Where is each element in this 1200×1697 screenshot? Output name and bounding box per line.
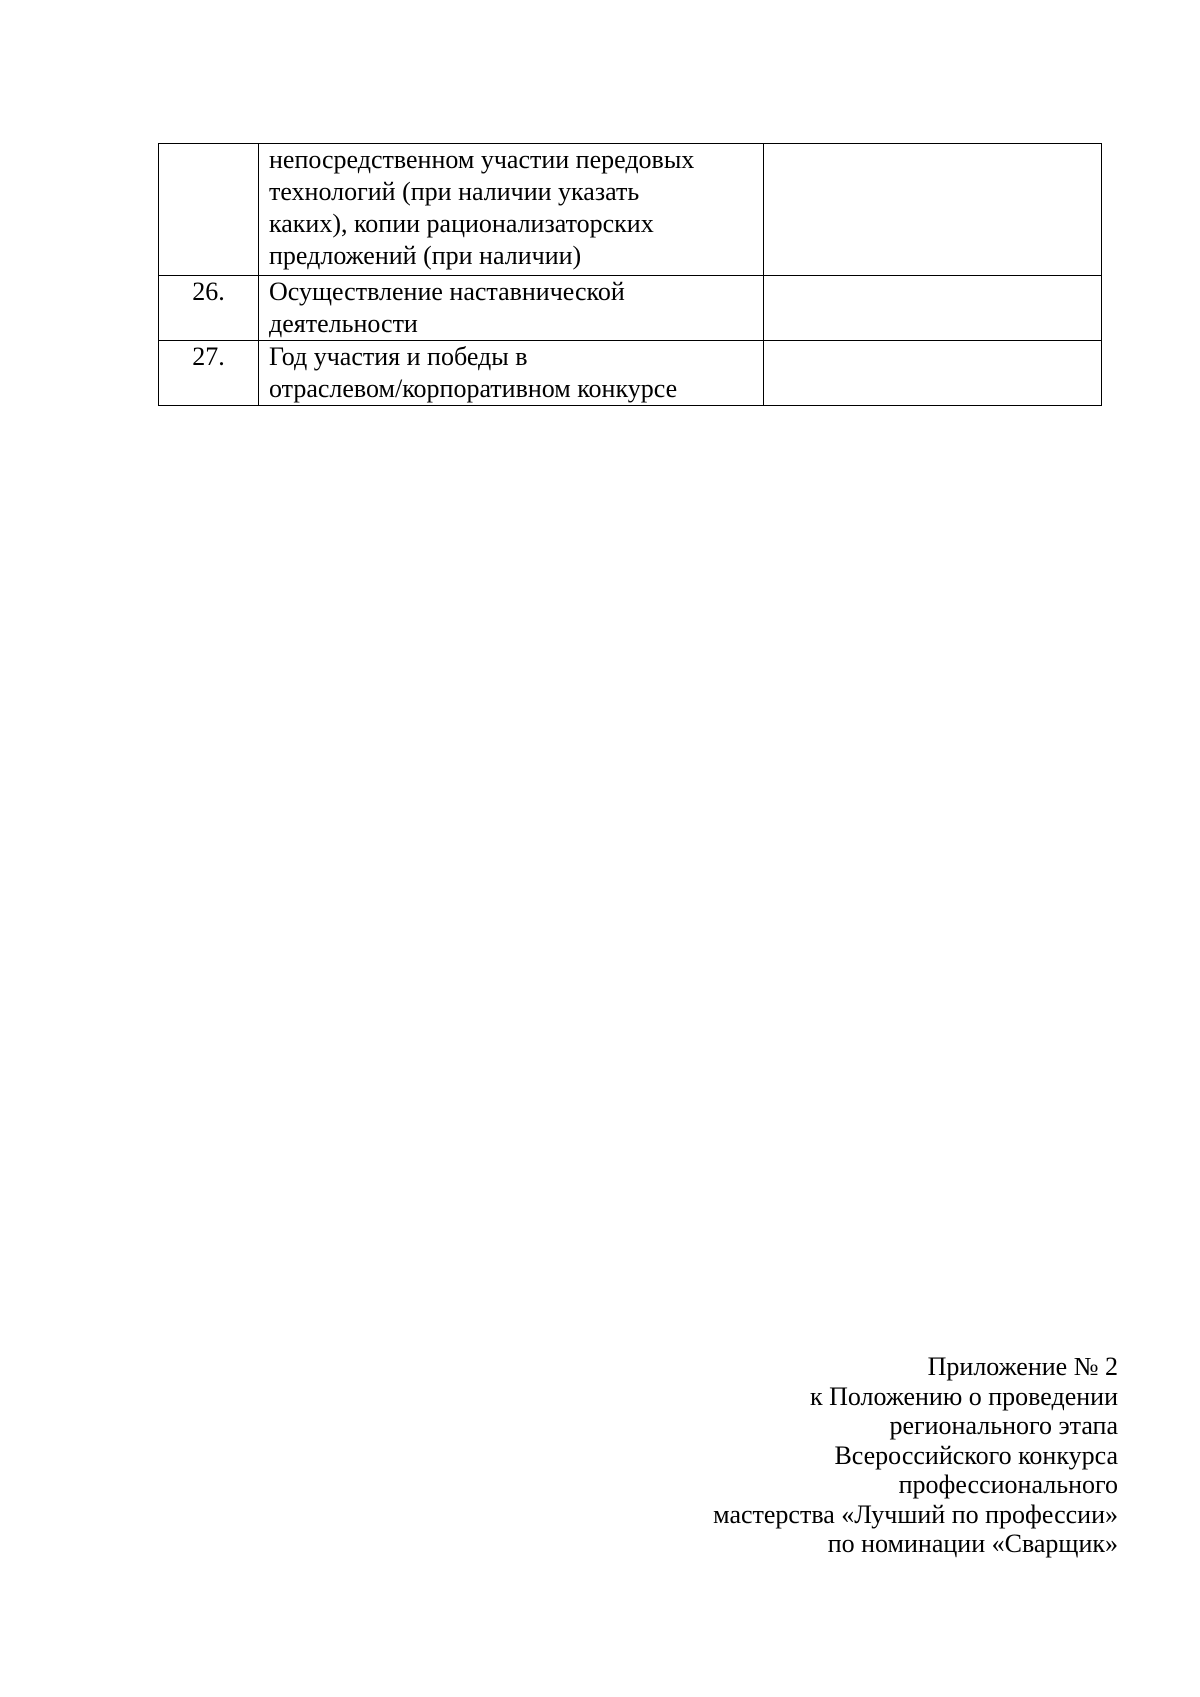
- table-row: [159, 276, 1102, 341]
- description-line: деятельности: [269, 309, 418, 338]
- description-line: непосредственном участии передовых: [269, 145, 695, 174]
- appendix-line: по номинации «Сварщик»: [827, 1529, 1118, 1558]
- row-description-cell: [259, 276, 764, 341]
- description-line: предложений (при наличии): [269, 241, 582, 270]
- appendix-line: Всероссийского конкурса: [834, 1440, 1118, 1470]
- row-number-cell: [159, 144, 259, 276]
- questionnaire-table: [158, 143, 1102, 406]
- row-value-cell: [764, 276, 1102, 341]
- row-number-cell: 27.: [159, 341, 259, 406]
- appendix-header: [713, 1352, 1118, 1559]
- row-description-cell: [259, 341, 764, 406]
- appendix-line: к Положению о проведении: [809, 1381, 1118, 1411]
- appendix-title: Приложение № 2: [927, 1352, 1118, 1381]
- description-line: технологий (при наличии указать: [269, 177, 640, 206]
- row-description-cell: [259, 144, 764, 276]
- appendix-line: регионального этапа: [889, 1411, 1118, 1440]
- description-line: отраслевом/корпоративном конкурсе: [269, 374, 678, 403]
- description-line: Год участия и победы в: [269, 342, 528, 371]
- table-row: [159, 144, 1102, 276]
- appendix-line: профессионального: [898, 1470, 1118, 1499]
- row-number-cell: 26.: [159, 276, 259, 341]
- appendix-line: мастерства «Лучший по профессии»: [713, 1499, 1118, 1529]
- description-line: каких), копии рационализаторских: [269, 209, 654, 238]
- row-value-cell: [764, 341, 1102, 406]
- description-line: Осуществление наставнической: [269, 277, 625, 306]
- table-row: [159, 341, 1102, 406]
- row-value-cell: [764, 144, 1102, 276]
